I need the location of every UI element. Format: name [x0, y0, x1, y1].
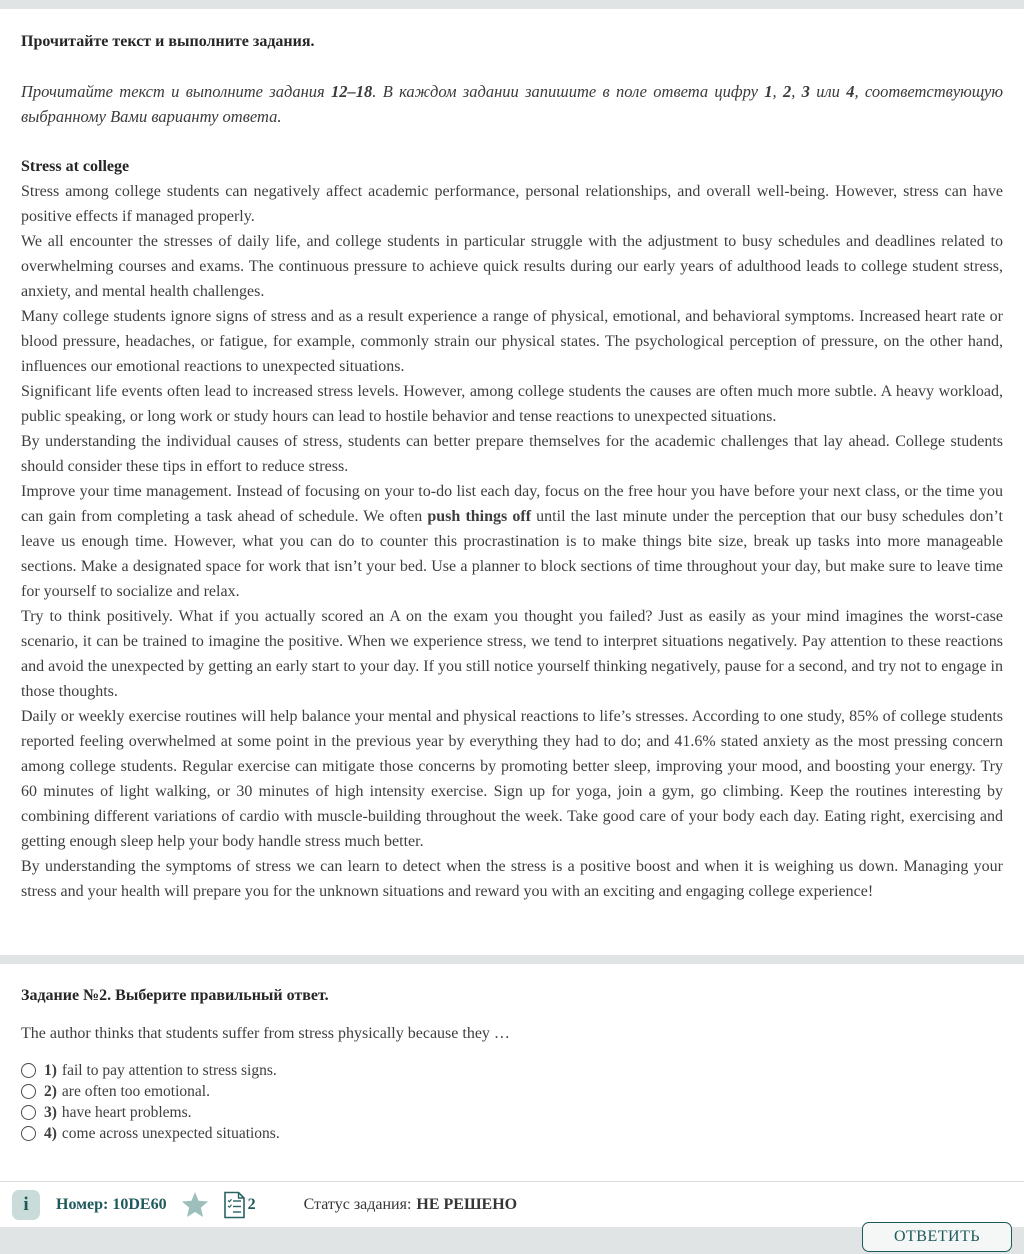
task-question: The author thinks that students suffer from stress physically because they … [21, 1025, 510, 1042]
task-count: 2 [247, 1195, 256, 1213]
article-paragraph: Significant life events often lead to increased stress levels. However, among college students the causes are often much more subtle. A heavy workload, public speaking, or long work or study hours can lead to hostile behavior and tense reactions to unexpected situations. [21, 383, 1003, 425]
paragraph-bold-phrase: push things off [427, 508, 532, 525]
star-icon[interactable] [180, 1191, 210, 1219]
status-label: Статус задания: [303, 1195, 412, 1213]
paragraph-segment: Improve your time management. Instead of focusing on your to-do list each day, focus on the free hour you have before your next class, or the time you can gain from completing a task ahead of schedule. We often [21, 483, 1003, 525]
article-paragraph: Stress among college students can negatively affect academic performance, personal relationships, and overall well-being. However, stress can have positive effects if managed properly. [21, 183, 1003, 225]
option-label: fail to pay attention to stress signs. [61, 1061, 277, 1079]
article-paragraph: Many college students ignore signs of stress and as a result experience a range of physical, emotional, and behavioral symptoms. Increased heart rate or blood pressure, headaches, or fatigue, for example, commonly strain our physical states. The psychological perception of pressure, on the other hand, influences our emotional reactions to unexpected situations. [21, 308, 1003, 375]
option-number: 2) [44, 1082, 57, 1100]
intro-heading: Прочитайте текст и выполните задания. [21, 33, 315, 50]
task-section [21, 983, 1003, 1144]
option-row-4[interactable] [21, 1123, 1003, 1144]
article-paragraph: We all encounter the stresses of daily life, and college students in particular struggle with the adjustment to busy schedules and deadlines related to overwhelming courses and exams. The continuous pressure to achieve quick results during our early years of adulthood leads to college student stress, anxiety, and mental health challenges. [21, 233, 1003, 300]
article-paragraph: Try to think positively. What if you actually scored an A on the exam you thought you failed? Just as easily as your mind imagines the worst-case scenario, it can be trained to imagine the positive. When we experience stress, we tend to interpret situations negatively. Pay attention to these reactions and avoid the unexpected by getting an early start to your day. If you still notice yourself thinking negatively, pause for a second, and try not to engage in those thoughts. [21, 608, 1003, 700]
answer-button[interactable]: ОТВЕТИТЬ [862, 1222, 1012, 1252]
top-band [0, 0, 1024, 9]
option-label: come across unexpected situations. [61, 1124, 280, 1142]
section-separator [0, 955, 1024, 964]
article-paragraph: By understanding the symptoms of stress we can learn to detect when the stress is a positive boost and when it is weighing us down. Managing your stress and your health will prepare you for the unknown situations and reward you with an exciting and engaging college experience! [21, 858, 1003, 900]
instruction-segment: Прочитайте текст и выполните задания [21, 82, 332, 101]
option-label: have heart problems. [61, 1103, 192, 1121]
option-row-2[interactable] [21, 1081, 1003, 1102]
intro-instruction [21, 79, 1003, 129]
document-list-icon[interactable] [223, 1191, 256, 1219]
status [304, 1196, 518, 1214]
article-paragraph: Daily or weekly exercise routines will help balance your mental and physical reactions to life’s stresses. According to one study, 85% of college students reported feeling overwhelmed at some point in the previous year by everything they had to do; and 41.6% stated anxiety as the most pressing concern among college students. Regular exercise can mitigate those concerns by promoting better sleep, improving your mood, and boosting your energy. Try 60 minutes of light walking, or 30 minutes of high intensity exercise. Sign up for yoga, join a gym, go climbing. Keep the routines interesting by combining different variations of cardio with muscle-building throughout the week. Take good care of your body each day. Eating right, exercising and getting enough sleep help your body handle stress much better. [21, 708, 1003, 850]
article-paragraph [21, 479, 1003, 604]
article-title: Stress at college [21, 158, 130, 175]
option-number: 3) [44, 1103, 57, 1121]
option-row-3[interactable] [21, 1102, 1003, 1123]
option-label: are often too emotional. [61, 1082, 210, 1100]
instruction-task-range: 12–18 [331, 82, 373, 101]
radio-option-4[interactable] [21, 1126, 36, 1141]
instruction-digit: 3 [801, 82, 810, 101]
instruction-segment: , соответствующую выбранному Вами варианту ответа. [21, 82, 1003, 126]
instruction-segment: или [809, 82, 847, 101]
instruction-segment: , [772, 82, 783, 101]
task-heading: Задание №2. Выберите правильный ответ. [21, 987, 329, 1004]
options-list [21, 1060, 1003, 1144]
option-row-1[interactable] [21, 1060, 1003, 1081]
paragraph-segment: until the last minute under the perception that our busy schedules don’t leave us enough time. However, what you can do to counter this procrastination is to make things bite size, break up tasks into more manageable sections. Make a designated space for work that isn’t your bed. Use a planner to block sections of time throughout your day, but make sure to leave time for yourself to socialize and relax. [21, 508, 1003, 600]
footer-bar [12, 1182, 1012, 1227]
info-icon[interactable]: i [12, 1190, 40, 1220]
radio-option-3[interactable] [21, 1105, 36, 1120]
reading-section [0, 29, 1024, 904]
instruction-segment: . В каждом задании запишите в поле ответа цифру [372, 82, 765, 101]
radio-option-1[interactable] [21, 1063, 36, 1078]
task-number-label: Номер: 10DE60 [56, 1195, 167, 1213]
option-number: 1) [44, 1061, 57, 1079]
article [21, 154, 1003, 904]
instruction-digit: 4 [846, 82, 855, 101]
instruction-digit: 2 [782, 82, 792, 101]
instruction-digit: 1 [764, 82, 773, 101]
option-number: 4) [44, 1124, 57, 1142]
instruction-segment: , [791, 82, 802, 101]
status-value: НЕ РЕШЕНО [416, 1195, 518, 1213]
article-paragraph: By understanding the individual causes of stress, students can better prepare themselves for the academic challenges that lay ahead. College students should consider these tips in effort to reduce stress. [21, 433, 1003, 475]
radio-option-2[interactable] [21, 1084, 36, 1099]
